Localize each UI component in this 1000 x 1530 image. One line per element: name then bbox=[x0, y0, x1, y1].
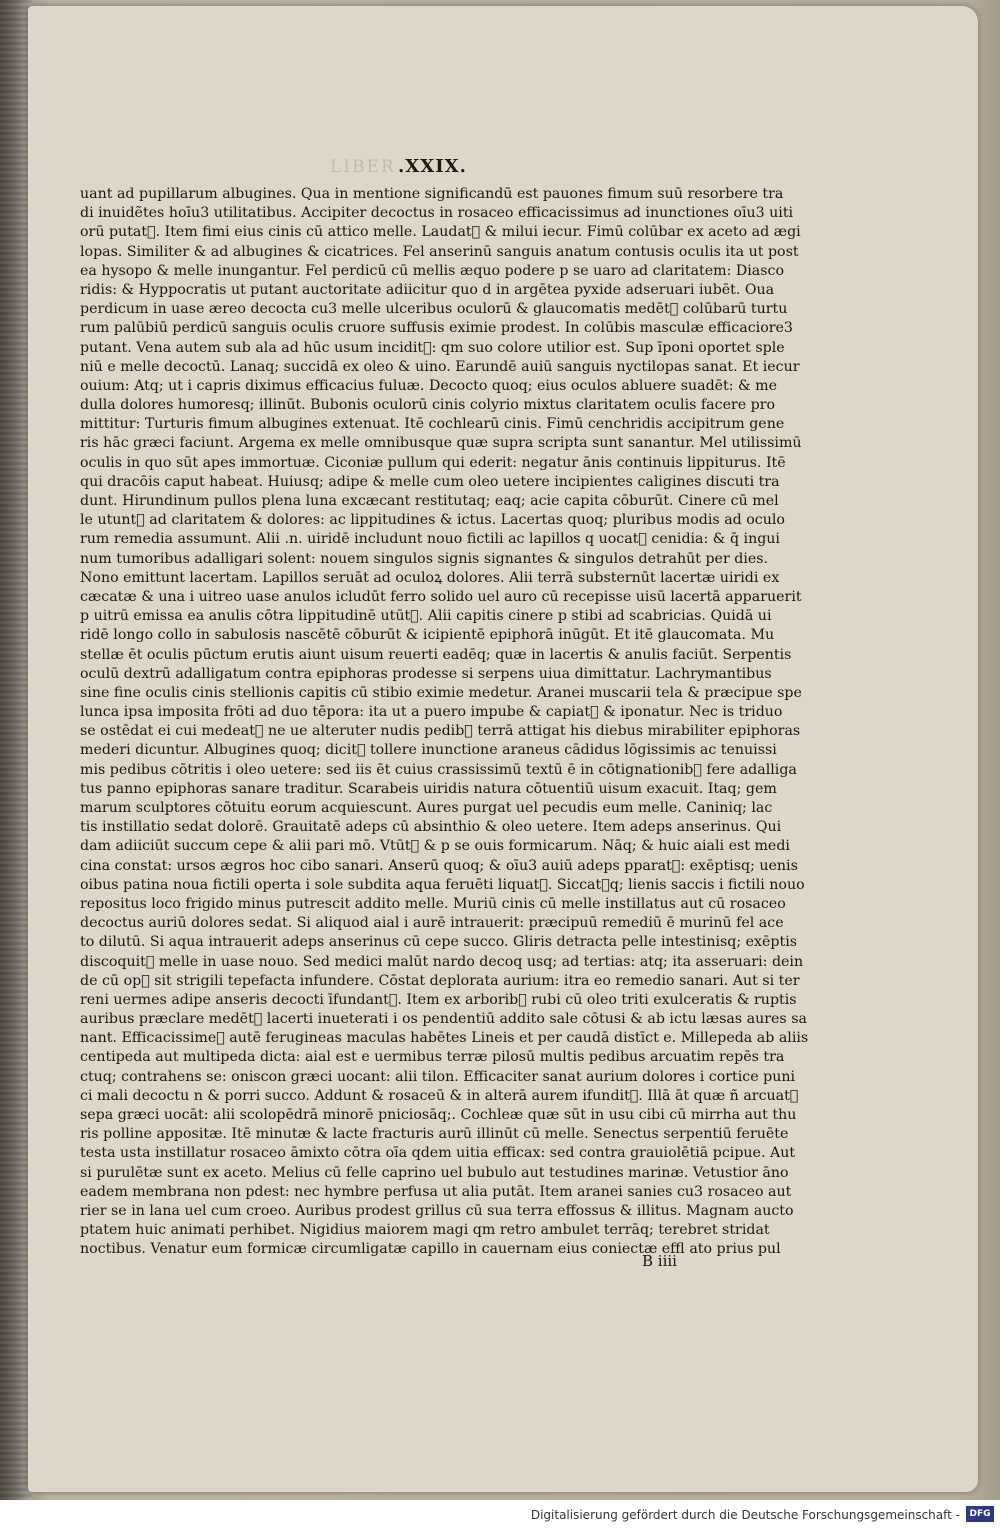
text-line: ptatem huic animati perhibet. Nigidius maiorem magi qm retro ambulet terrāq; terebret stridat bbox=[80, 1222, 770, 1239]
text-line: marum sculptores cōtuitu eorum acquiescunt. Aures purgat uel pecudis eum melle. Caniniq; lac bbox=[80, 800, 773, 816]
text-line: orū putat᷑. Item fimi eius cinis cū attico melle. Laudat᷑ & milui iecur. Fimū colūbar ex aceto ad ægi bbox=[80, 224, 801, 241]
text-line: noctibus. Venatur eum formicæ circumligatæ capillo in cauernam eius coniectæ effl ato prius pul bbox=[80, 1241, 781, 1258]
text-line: ris polline appositæ. Itē minutæ & lacte fracturis aurū illinūt cū melle. Senectus serpentiū feruēte bbox=[80, 1126, 789, 1143]
text-line: lopas. Similiter & ad albugines & cicatrices. Fel anserinū sanguis anatum contusis oculis ita ut post bbox=[80, 243, 799, 260]
text-line: to dilutū. Si aqua intrauerit adeps anserinus cū cepe succo. Gliris detracta pelle intestinisq; exēptis bbox=[80, 934, 798, 951]
text-line: Nono emittunt lacertam. Lapillos seruāt ad oculoꝝ dolores. Alii terrā substernūt lacertæ uiridi ex bbox=[80, 569, 780, 586]
text-line: ris hāc græci faciunt. Argema ex melle omnibusque quæ supra scripta sunt sanantur. Mel utilissimū bbox=[80, 435, 802, 452]
text-line: num tumoribus adalligari solent: nouem singulos signis signantes & singulos detrahūt per dies. bbox=[80, 550, 769, 567]
text-line: ea hysopo & melle inungantur. Fel perdicū cū mellis æquo podere p se uaro ad claritatem: Diasco bbox=[80, 262, 785, 279]
text-line: auribus præclare medēt᷑ lacerti inueterati i os pendentiū addito sale cōtusi & ab ictu læsas aures sa bbox=[80, 1011, 807, 1028]
text-line: tis instillatio sedat dolorē. Grauitatē adeps cū absinthio & oleo uetere. Item adeps anserinus. Qui bbox=[80, 819, 782, 836]
text-line: dam adiiciūt succum cepe & alii pari mō. Vtūt᷑ & p se ouis formicarum. Nāq; & huic aiali est medi bbox=[80, 838, 790, 855]
text-line: nant. Efficacissime᷑ autē ferugineas maculas habētes Lineis et per caudā distīct e. Millepeda ab aliis bbox=[80, 1030, 809, 1047]
text-line: sine fine oculis cinis stellionis capitis cū stibio eximie medetur. Aranei muscarii tela & præcipue spe bbox=[80, 684, 802, 701]
text-line: p uitrū emissa ea anulis cōtra lippitudinē utūt᷑. Alii capitis cinere p stibi ad scabricias. Quidā ui bbox=[80, 608, 772, 625]
text-line: cina constat: ursos ægros hoc cibo sanari. Anserū quoq; & oīu3 auiū adeps pparat᷑: exēptisq; uenis bbox=[80, 857, 798, 874]
text-line: testa usta instillatur rosaceo āmixto cōtra oīa qdem uitia efficax: sed contra grauiolētiā pcipue. Aut bbox=[80, 1145, 796, 1162]
text-line: repositus loco frigido minus putrescit addito melle. Muriū cinis cū melle instillatus aut cū rosaceo bbox=[80, 895, 786, 912]
text-line: cæcatæ & una i uitreo uase anulos icludūt ferro solido uel auro cū recepisse uisū lacertā apparuerit bbox=[80, 588, 802, 605]
text-line: oibus patina noua fictili operta i sole subdita aqua feruēti liquat᷑. Siccat᷑q; lienis saccis i fictili nouo bbox=[80, 876, 805, 893]
showthrough-header: LIBER bbox=[330, 157, 396, 177]
signature-mark: B iiii bbox=[642, 1252, 677, 1270]
text-line: niū e melle decoctū. Lanaq; succidā ex oleo & uino. Earundē auiū sanguis nyctilopas sanat. Et iecur bbox=[80, 358, 800, 375]
text-line: le utunt᷑ ad claritatem & dolores: ac lippitudines & ictus. Lacertas quoq; pluribus modis ad oculo bbox=[80, 512, 785, 529]
text-line: mis pedibus cōtritis i oleo uetere: sed iis ēt cuius crassissimū textū ē in cōtignationib᷒ fere adalliga bbox=[80, 761, 797, 778]
text-line: discoquit᷑ melle in uase nouo. Sed medici malūt nardo decoq usq; ad tertias: atq; ita asseruari: dein bbox=[80, 953, 804, 970]
text-line: rum remedia assumunt. Alii .n. uiridē includunt nouo fictili ac lapillos q uocat᷑ cenidia: & q̄ ingui bbox=[80, 531, 780, 548]
text-line: dulla dolores humoresq; illinūt. Bubonis oculorū cinis colyrio mixtus claritatem oculis facere pro bbox=[80, 397, 776, 414]
text-line: di inuidẽtes hoīu3 utilitatibus. Accipiter decoctus in rosaceo efficacissimus ad inunctiones oīu3 uiti bbox=[80, 205, 794, 222]
text-line: centipeda aut multipeda dicta: aial est e uermibus terræ pilosū multis pedibus arcuatim repēs tra bbox=[80, 1049, 785, 1066]
body-text bbox=[80, 185, 809, 1260]
text-line: qui dracōis caput habeat. Huiusq; adipe & melle cum oleo uetere incipientes caligines discuti tra bbox=[80, 473, 780, 490]
folio-number: .XXIX. bbox=[398, 156, 467, 177]
text-line: mederi dicuntur. Albugines quoq; dicit᷑ tollere inunctione araneus cādidus lōgissimis ac tenuissi bbox=[80, 742, 777, 759]
footer-credit: Digitalisierung gefördert durch die Deutsche Forschungsgemeinschaft - bbox=[530, 1508, 960, 1522]
text-line: oculis in quo sūt apes immortuæ. Ciconiæ pullum qui ederit: negatur ānis continuis lippiturus. Itē bbox=[80, 454, 786, 471]
footer-bar bbox=[0, 1500, 1000, 1530]
dfg-logo-icon: DFG bbox=[966, 1506, 994, 1522]
text-line: tus panno epiphoras sanare traditur. Scarabeis uiridis natura cōtuentiū uisum exacuit. Itaq; gem bbox=[80, 780, 777, 797]
text-line: ridis: & Hyppocratis ut putant auctoritate adiicitur quo d in argētea pyxide adseruari iubēt. Oua bbox=[80, 281, 775, 298]
text-line: putant. Vena autem sub ala ad hūc usum incidit᷑: qm suo colore utilior est. Sup īponi oportet sple bbox=[80, 339, 785, 356]
text-line: reni uermes adipe anseris decocti īfundant᷑. Item ex arborib᷒ rubi cū oleo triti exulceratis & ruptis bbox=[80, 991, 797, 1008]
text-line: oculū dextrū adalligatum contra epiphoras prodesse si serpens uiua dimittatur. Lachrymantibus bbox=[80, 665, 772, 682]
text-line: rier se in lana uel cum croeo. Auribus prodest grillus cū sua terra effossus & illitus. Magnam aucto bbox=[80, 1202, 794, 1219]
text-line: de cū op᷒ sit strigili tepefacta infundere. Cōstat deplorata aurium: itra eo remedio sanari. Aut si ter bbox=[80, 972, 800, 989]
text-line: ci mali decoctu n & porri succo. Addunt & rosaceū & in alterā aurem ifundit᷑. Illā āt quæ ñ arcuat᷑ bbox=[80, 1087, 799, 1104]
text-line: dunt. Hirundinum pullos plena luna excæcant restitutaq; eaq; acie capita cōburūt. Cinere cū mel bbox=[80, 493, 779, 509]
text-line: perdicum in uase æreo decocta cu3 melle ulceribus oculorū & glaucomatis medēt᷑ colūbarū turtu bbox=[80, 301, 788, 318]
text-line: lunca ipsa imposita frōti ad duo tēpora: ita ut a puero impube & capiat᷑ & iponatur. Nec is triduo bbox=[80, 704, 783, 721]
text-line: ridē longo collo in sabulosis nascētē cōburūt & icipientē epiphorā inūgūt. Et itē glaucomata. Mu bbox=[80, 627, 775, 644]
text-line: decoctus auriū dolores sedat. Si aliquod aial i aurē intrauerit: præcipuū remediū ē murinū fel ace bbox=[80, 915, 784, 932]
text-line: rum palūbiū perdicū sanguis oculis cruore suffusis eximie prodest. In colūbis masculæ efficaciore3 bbox=[80, 320, 793, 337]
text-line: ctuq; contrahens se: oniscon græci uocant: alii tilon. Efficaciter sanat aurium dolores i cortice puni bbox=[80, 1068, 796, 1085]
text-line: si purulētæ sunt ex aceto. Melius cū felle caprino uel bubulo aut testudines marinæ. Vetustior āno bbox=[80, 1164, 789, 1181]
text-line: ouium: Atq; ut i capris diximus efficacius fuluæ. Decocto quoq; eius oculos abluere suadēt: & me bbox=[80, 377, 778, 394]
text-line: se ostēdat ei cui medeat᷑ ne ue alteruter nudis pedib᷒ terrā attigat his diebus mirabiliter epiphoras bbox=[80, 723, 801, 740]
text-line: mittitur: Turturis fimum albugines extenuat. Itē cochlearū cinis. Fimū cenchridis accipitrum gene bbox=[80, 416, 785, 433]
text-line: uant ad pupillarum albugines. Qua in mentione significandū est pauones fimum suū resorbere tra bbox=[80, 186, 784, 202]
text-line: stellæ ēt oculis pūctum erutis aiunt uisum reuerti eadēq; quæ in lacertis & anulis faciūt. Serpentis bbox=[80, 646, 792, 663]
text-line: sepa græci uocāt: alii scolopēdrā minorē pniciosāq;. Cochleæ quæ sūt in usu cibi cū mirrha aut thu bbox=[80, 1107, 797, 1123]
text-line: eadem membrana non pdest: nec hymbre perfusa ut alia putāt. Item aranei sanies cu3 rosaceo aut bbox=[80, 1183, 792, 1200]
